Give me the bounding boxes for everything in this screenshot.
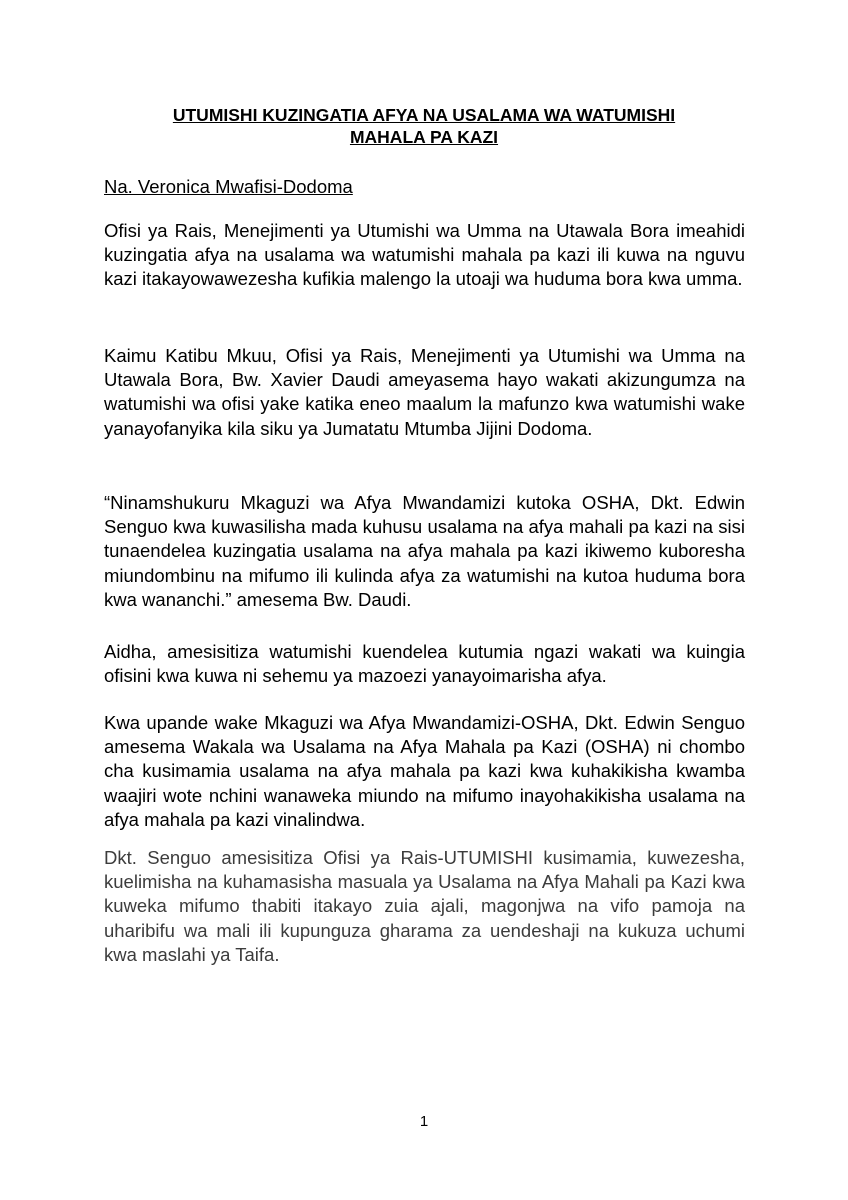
title-line-1: UTUMISHI KUZINGATIA AFYA NA USALAMA WA WATUMISHI	[172, 105, 676, 125]
paragraph-intro: Ofisi ya Rais, Menejimenti ya Utumishi wa Umma na Utawala Bora imeahidi kuzingatia afya na usalama wa watumishi mahala pa kazi ili kuwa na nguvu kazi itakayowawezesha kufikia malengo la utoaji wa huduma bora kwa umma.	[104, 220, 745, 290]
paragraph-osha-role: Kwa upande wake Mkaguzi wa Afya Mwandamizi-OSHA, Dkt. Edwin Senguo amesema Wakala wa Usalama na Afya Mahala pa Kazi (OSHA) ni chombo cha kusimamia usalama na afya mahala pa kazi kwa kuhakikisha kwamba waajiri wote nchini wanaweka miundo na mifumo inayohakikisha usalama na afya mahala pa kazi vinalindwa.	[104, 712, 745, 830]
page-number: 1	[419, 1113, 429, 1130]
paragraph-osha-recommendation: Dkt. Senguo amesisitiza Ofisi ya Rais-UTUMISHI kusimamia, kuwezesha, kuelimisha na kuhamasisha masuala ya Usalama na Afya Mahali pa Kazi kwa kuweka mifumo thabiti itakayo zuia ajali, magonjwa na vifo pamoja na uharibifu wa mali ili kupunguza gharama za uendeshaji na kukuza uchumi kwa maslahi ya Taifa.	[104, 847, 745, 965]
paragraph-stairs: Aidha, amesisitiza watumishi kuendelea kutumia ngazi wakati wa kuingia ofisini kwa kuwa ni sehemu ya mazoezi yanayoimarisha afya.	[104, 641, 745, 687]
paragraph-acting-secretary: Kaimu Katibu Mkuu, Ofisi ya Rais, Menejimenti ya Utumishi wa Umma na Utawala Bora, Bw. Xavier Daudi ameyasema hayo wakati akizungumza na watumishi wa ofisi yake katika eneo maalum la mafunzo kwa watumishi wake yanayofanyika kila siku ya Jumatatu Mtumba Jijini Dodoma.	[104, 345, 745, 439]
author-byline: Na. Veronica Mwafisi-Dodoma	[104, 176, 353, 197]
paragraph-quote: “Ninamshukuru Mkaguzi wa Afya Mwandamizi kutoka OSHA, Dkt. Edwin Senguo kwa kuwasilisha mada kuhusu usalama na afya mahali pa kazi na sisi tunaendelea kuzingatia usalama na afya mahala pa kazi ikiwemo kuboresha miundombinu na mifumo ili kulinda afya za watumishi na kutoa huduma bora kwa wananchi.” amesema Bw. Daudi.	[104, 492, 745, 610]
document-title	[104, 104, 744, 148]
title-line-2: MAHALA PA KAZI	[349, 127, 499, 147]
